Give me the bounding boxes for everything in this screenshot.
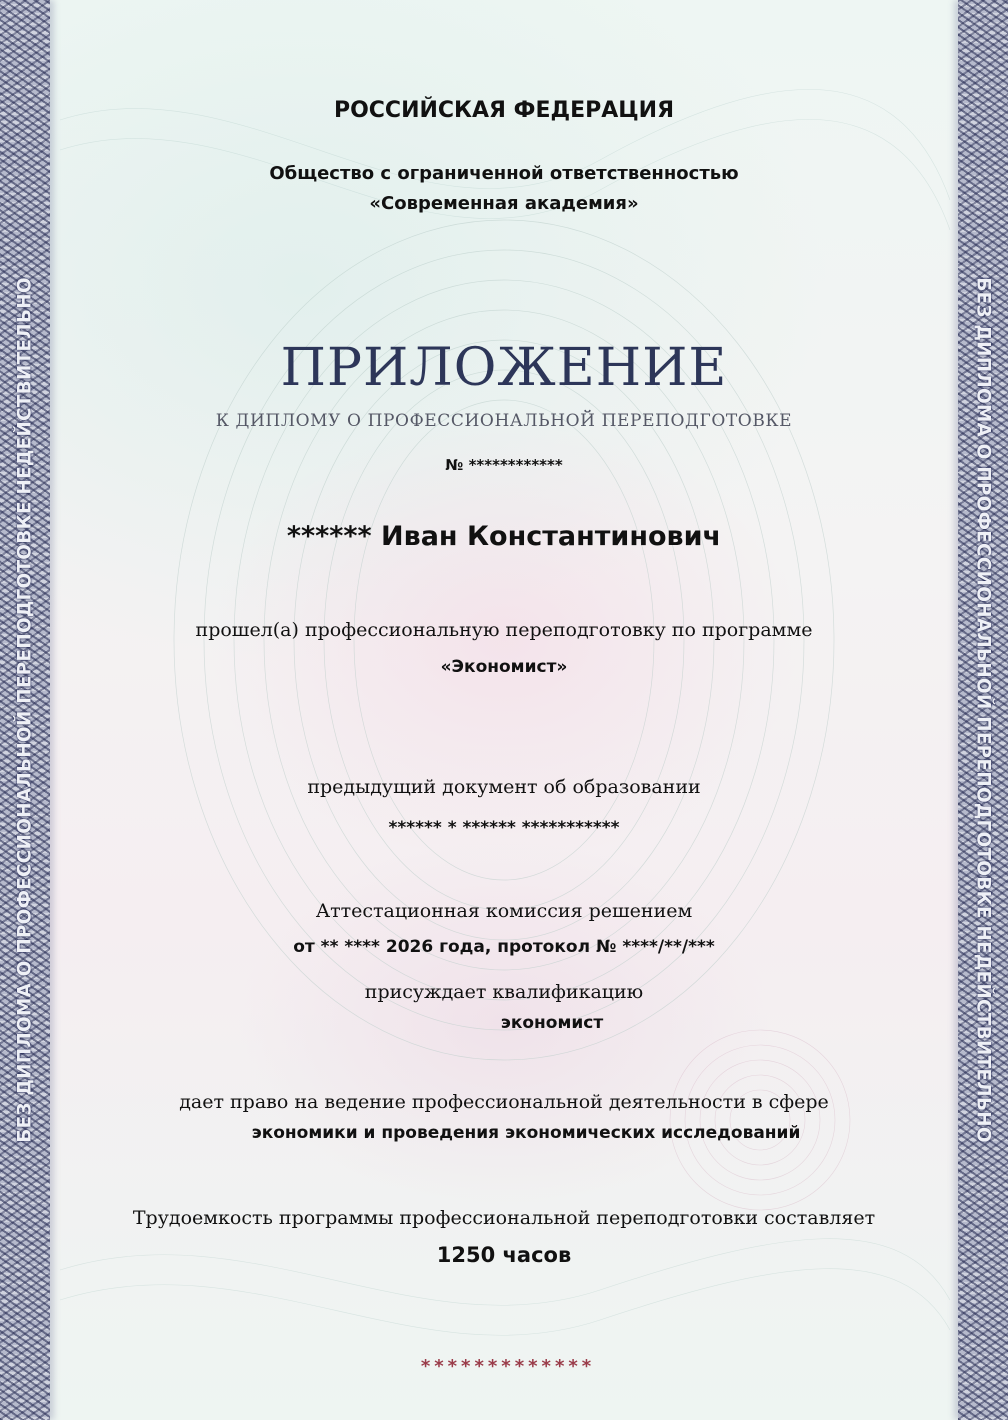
border-warning-text-right: БЕЗ ДИПЛОМА О ПРОФЕССИОНАЛЬНОЙ ПЕРЕПОДГОТОВКЕ НЕДЕЙСТВИТЕЛЬНО (972, 277, 994, 1143)
hours-label: Трудоемкость программы профессиональной переподготовки составляет (132, 1207, 876, 1229)
rights-field: экономики и проведения экономических исследований (251, 1123, 801, 1143)
program-name: «Экономист» (440, 657, 568, 677)
hours-value: 1250 часов (436, 1243, 572, 1267)
qualification-value: экономист (500, 1013, 604, 1033)
country-heading: РОССИЙСКАЯ ФЕДЕРАЦИЯ (333, 98, 675, 123)
document-subtitle: К ДИПЛОМУ О ПРОФЕССИОНАЛЬНОЙ ПЕРЕПОДГОТОВКЕ (215, 411, 793, 431)
organization-type: Общество с ограниченной ответственностью (269, 163, 739, 184)
holder-name: ****** Иван Константинович (286, 521, 722, 552)
commission-decision: от ** **** 2026 года, протокол № ****/**/*** (293, 937, 715, 957)
document-title: ПРИЛОЖЕНИЕ (280, 338, 728, 398)
rights-label: дает право на ведение профессиональной деятельности в сфере (179, 1091, 829, 1113)
border-warning-text-left: БЕЗ ДИПЛОМА О ПРОФЕССИОНАЛЬНОЙ ПЕРЕПОДГОТОВКЕ НЕДЕЙСТВИТЕЛЬНО (14, 277, 36, 1143)
previous-document-label: предыдущий документ об образовании (307, 776, 701, 798)
organization-name: «Современная академия» (369, 193, 639, 214)
completed-label: прошел(а) профессиональную переподготовку по программе (195, 619, 813, 641)
previous-document-value: ****** * ****** *********** (388, 818, 620, 838)
qualification-label: присуждает квалификацию (364, 981, 644, 1003)
document-number: № ************ (445, 456, 563, 474)
footer-serial: ************* (420, 1356, 596, 1377)
commission-label: Аттестационная комиссия решением (315, 900, 693, 922)
